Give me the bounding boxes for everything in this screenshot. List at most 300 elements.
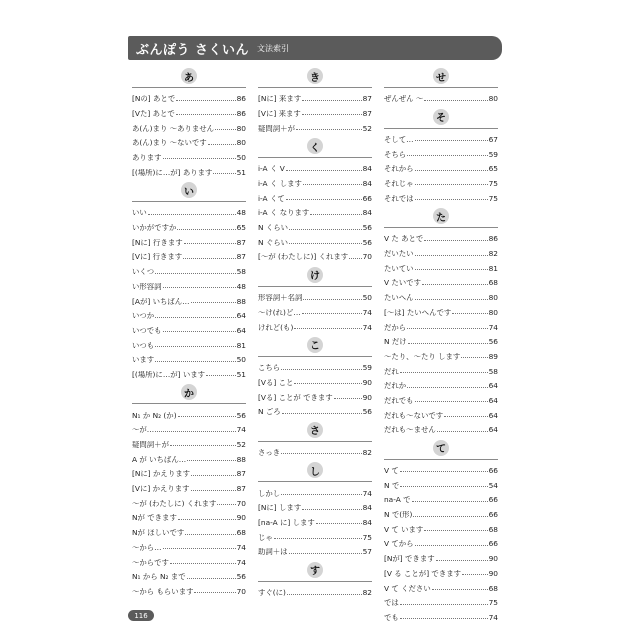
entry-page-number: 74 [362, 322, 372, 331]
entry-label: [Nに] 来ます [258, 95, 302, 103]
entry-page-number: 56 [362, 237, 372, 247]
entry-page-number: 86 [236, 94, 246, 103]
entry-page-number: 66 [488, 539, 498, 548]
index-entry [384, 143, 498, 158]
entry-label: だれ [384, 367, 399, 375]
dot-leader [302, 313, 362, 314]
index-entry [384, 158, 498, 173]
dot-leader [176, 114, 236, 115]
entry-label: N くらい [258, 224, 289, 232]
index-entry [384, 272, 498, 287]
entry-label: 形容詞＋名詞 [258, 294, 303, 302]
entry-list [384, 87, 498, 103]
dot-leader [415, 184, 488, 185]
index-section [258, 138, 372, 261]
dot-leader [281, 453, 361, 454]
dot-leader [302, 100, 361, 101]
dot-leader [415, 269, 488, 270]
index-entry [132, 161, 246, 176]
dot-leader [436, 560, 488, 561]
index-entry [132, 202, 246, 217]
entry-page-number: 90 [488, 554, 498, 563]
dot-leader [191, 490, 236, 491]
index-entry [384, 474, 498, 489]
entry-page-number: 75 [488, 598, 498, 607]
entry-label: そちら [384, 150, 407, 159]
entry-page-number: 80 [488, 307, 498, 317]
dot-leader [415, 140, 488, 141]
entry-label: それから [384, 165, 414, 173]
entry-page-number: 80 [488, 94, 498, 103]
index-entry [258, 401, 372, 416]
index-entry [384, 390, 498, 405]
entry-page-number: 82 [362, 588, 372, 597]
dot-leader [148, 214, 236, 215]
entry-page-number: 84 [362, 518, 372, 527]
index-entry [258, 173, 372, 188]
dot-leader [316, 523, 362, 524]
index-entry [384, 302, 498, 317]
dot-leader [274, 538, 362, 539]
entry-label: i-A く なります [258, 209, 310, 217]
index-entry [258, 541, 372, 556]
dot-leader [282, 413, 362, 414]
entry-label: [Vに] 行きます [132, 253, 183, 261]
dot-leader [287, 594, 362, 595]
index-entry [258, 117, 372, 132]
entry-label: いくつ [132, 268, 155, 276]
entry-label: Nが ほしいです [132, 529, 185, 537]
entry-page-number: 56 [488, 337, 498, 346]
dot-leader [155, 317, 235, 318]
index-entry [384, 129, 498, 144]
index-section [384, 109, 498, 202]
entry-page-number: 64 [488, 381, 498, 390]
index-entry [258, 287, 372, 302]
index-entry [132, 276, 246, 291]
index-entry [384, 243, 498, 258]
dot-leader [296, 129, 362, 130]
entry-label: ～け(れ)ど… [258, 308, 301, 317]
index-entry [258, 482, 372, 497]
page-number: 116 [128, 610, 154, 621]
entry-page-number: 68 [236, 528, 246, 537]
index-entry [258, 582, 372, 597]
dot-leader [187, 578, 236, 579]
index-entry [384, 404, 498, 419]
entry-label: [Nが] できます [384, 555, 435, 563]
entry-label: V て います [384, 525, 424, 534]
index-entry [384, 258, 498, 273]
entry-label: V た あとで [384, 235, 424, 243]
dot-leader [444, 416, 487, 417]
entry-page-number: 51 [236, 167, 246, 177]
page-title: ぶんぽう さくいん [136, 42, 250, 58]
entry-page-number: 80 [236, 138, 246, 147]
index-entry [258, 88, 372, 103]
entry-list [258, 441, 372, 457]
entry-page-number: 66 [488, 466, 498, 475]
dot-leader [289, 553, 362, 554]
entry-label: [～が (わたしに)] くれます [258, 253, 349, 261]
entry-page-number: 90 [236, 513, 246, 522]
entry-page-number: 75 [488, 193, 498, 203]
index-entry [384, 419, 498, 434]
dot-leader [461, 357, 487, 358]
entry-label: ～から もらいます [132, 587, 194, 596]
entry-label: i-A くて [258, 194, 285, 203]
entry-label: [Vた] あとで [132, 109, 175, 118]
entry-page-number: 87 [236, 252, 246, 261]
index-entry [132, 217, 246, 232]
dot-leader [208, 144, 236, 145]
index-section [258, 462, 372, 555]
entry-page-number: 65 [488, 164, 498, 173]
entry-page-number: 65 [236, 223, 246, 232]
index-entry [258, 386, 372, 401]
index-entry [132, 507, 246, 522]
index-entry [258, 442, 372, 457]
dot-leader [163, 287, 236, 288]
index-entry [132, 364, 246, 379]
entry-label: ～たり、～たり します [384, 352, 461, 361]
dot-leader [294, 383, 361, 384]
entry-label: こちら [258, 364, 281, 372]
dot-leader [170, 563, 236, 564]
dot-leader [400, 604, 488, 605]
entry-list [132, 87, 246, 176]
dot-leader [183, 258, 235, 259]
entry-page-number: 54 [488, 480, 498, 490]
dot-leader [424, 530, 487, 531]
index-section [132, 68, 246, 176]
index-entry [132, 566, 246, 581]
index-entry [132, 551, 246, 566]
dot-leader [415, 199, 488, 200]
dot-leader [413, 516, 487, 517]
section-heading: し [307, 462, 323, 478]
index-column-2 [258, 62, 372, 597]
entry-label: A が いちばん… [132, 455, 187, 464]
entry-page-number: 64 [488, 425, 498, 434]
index-entry [384, 548, 498, 563]
entry-label: V て [384, 467, 399, 475]
index-entry [258, 217, 372, 232]
dot-leader [349, 258, 361, 259]
index-section [384, 208, 498, 434]
entry-page-number: 90 [488, 568, 498, 578]
entry-label: [V る ことが] できます [384, 569, 461, 578]
index-section [132, 384, 246, 595]
dot-leader [217, 504, 235, 505]
dot-leader [400, 486, 487, 487]
entry-label: います [132, 356, 155, 364]
dot-leader [408, 343, 488, 344]
section-heading: こ [307, 337, 323, 353]
index-entry [132, 404, 246, 419]
index-entry [132, 290, 246, 305]
index-entry [258, 158, 372, 173]
entry-page-number: 56 [236, 572, 246, 581]
entry-page-number: 80 [236, 123, 246, 133]
entry-label: それじゃ [384, 180, 414, 188]
entry-label: だれも～ないです [384, 411, 444, 420]
entry-label: N₁ から N₂ まで [132, 573, 186, 581]
section-heading: た [433, 208, 449, 224]
entry-label: [(場所)に…が] あります [132, 168, 213, 177]
entry-label: すぐ(に) [258, 589, 286, 597]
index-entry [384, 331, 498, 346]
index-entry [132, 103, 246, 118]
entry-page-number: 50 [236, 153, 246, 162]
entry-label: いつでも [132, 326, 162, 335]
index-entry [132, 246, 246, 261]
dot-leader [452, 313, 487, 314]
entry-page-number: 75 [488, 179, 498, 188]
entry-label: 疑問詞＋が [258, 124, 295, 133]
entry-label: さっき [258, 448, 281, 457]
index-entry [258, 497, 372, 512]
entry-label: ～からです [132, 558, 169, 566]
entry-page-number: 74 [488, 322, 498, 331]
entry-label: 疑問詞＋が [132, 441, 169, 449]
dot-leader [407, 328, 487, 329]
entry-page-number: 64 [236, 311, 246, 320]
dot-leader [215, 129, 236, 130]
entry-page-number: 74 [488, 612, 498, 622]
entry-label: では [384, 599, 399, 607]
dot-leader [176, 100, 235, 101]
index-entry [132, 463, 246, 478]
index-entry [384, 360, 498, 375]
dot-leader [184, 243, 236, 244]
dot-leader [422, 284, 488, 285]
entry-label: V てから [384, 540, 414, 548]
entry-page-number: 82 [488, 249, 498, 258]
entry-page-number: 75 [362, 532, 372, 542]
entry-label: [na-A に] します [258, 519, 315, 527]
entry-list [258, 286, 372, 331]
index-entry [258, 202, 372, 217]
dot-leader [462, 574, 488, 575]
entry-page-number: 87 [362, 94, 372, 103]
dot-leader [194, 592, 235, 593]
dot-leader [185, 534, 235, 535]
index-entry [132, 117, 246, 132]
entry-page-number: 64 [488, 395, 498, 405]
entry-page-number: 87 [236, 237, 246, 247]
entry-list [384, 227, 498, 434]
entry-list [258, 356, 372, 416]
entry-label: [Nに] します [258, 504, 302, 512]
index-entry [384, 519, 498, 534]
index-entry [384, 316, 498, 331]
entry-label: ぜんぜん ～ [384, 95, 424, 103]
dot-leader [281, 369, 361, 370]
entry-page-number: 84 [362, 208, 372, 217]
dot-leader [432, 589, 488, 590]
entry-label: N ごろ [258, 408, 281, 416]
entry-label: [Vる] ことが できます [258, 393, 333, 401]
dot-leader [155, 361, 235, 362]
index-section [258, 267, 372, 331]
dot-leader [178, 416, 236, 417]
entry-page-number: 87 [362, 108, 372, 118]
entry-page-number: 88 [236, 454, 246, 464]
index-entry [132, 493, 246, 508]
dot-leader [178, 519, 236, 520]
entry-page-number: 89 [488, 351, 498, 361]
index-entry [132, 305, 246, 320]
dot-leader [187, 460, 235, 461]
entry-label: Nが できます [132, 514, 177, 522]
entry-page-number: 90 [362, 392, 372, 401]
dot-leader [155, 431, 235, 432]
section-heading: そ [433, 109, 449, 125]
entry-label: [Vに] 来ます [258, 109, 301, 118]
entry-page-number: 50 [362, 293, 372, 302]
dot-leader [303, 184, 362, 185]
entry-page-number: 81 [236, 340, 246, 349]
index-entry [384, 375, 498, 390]
entry-page-number: 56 [362, 223, 372, 232]
index-section [258, 422, 372, 457]
index-entry [132, 334, 246, 349]
entry-page-number: 86 [236, 108, 246, 118]
entry-list [132, 403, 246, 595]
index-entry [384, 533, 498, 548]
index-entry [384, 489, 498, 504]
entry-page-number: 66 [362, 193, 372, 203]
index-entry [384, 563, 498, 578]
dot-leader [334, 398, 362, 399]
entry-label: そして… [384, 135, 414, 144]
index-entry [132, 349, 246, 364]
dot-leader [302, 509, 361, 510]
entry-label: あ(ん)まり ～ありません [132, 124, 215, 133]
index-column-1 [132, 62, 246, 595]
dot-leader [213, 173, 235, 174]
entry-label: でも [384, 613, 399, 622]
entry-page-number: 59 [362, 363, 372, 372]
entry-page-number: 48 [236, 208, 246, 217]
entry-page-number: 87 [236, 484, 246, 493]
index-entry [132, 537, 246, 552]
dot-leader [286, 199, 362, 200]
dot-leader [412, 501, 488, 502]
entry-label: N₁ か N₂ (か) [132, 411, 177, 420]
index-section [384, 68, 498, 103]
entry-page-number: 90 [362, 377, 372, 387]
entry-page-number: 81 [488, 263, 498, 273]
entry-label: いつも [132, 341, 155, 349]
dot-leader [415, 255, 488, 256]
dot-leader [415, 545, 488, 546]
dot-leader [289, 229, 362, 230]
entry-label: だから [384, 323, 407, 331]
entry-label: [Vる] こと [258, 378, 294, 387]
index-entry [132, 232, 246, 247]
entry-page-number: 74 [362, 307, 372, 317]
dot-leader [155, 273, 235, 274]
index-entry [132, 320, 246, 335]
entry-page-number: 68 [488, 583, 498, 592]
dot-leader [191, 302, 236, 303]
section-heading: く [307, 138, 323, 154]
index-entry [258, 302, 372, 317]
entry-page-number: 84 [362, 503, 372, 512]
page-subtitle: 文法索引 [257, 43, 290, 53]
entry-list [132, 201, 246, 378]
dot-leader [302, 114, 362, 115]
section-heading: か [181, 384, 197, 400]
dot-leader [177, 229, 235, 230]
dot-leader [155, 346, 235, 347]
section-heading: あ [181, 68, 197, 84]
entry-page-number: 68 [488, 524, 498, 534]
entry-list [258, 481, 372, 555]
entry-label: いつか [132, 312, 155, 320]
entry-label: い形容詞 [132, 282, 162, 291]
dot-leader [415, 170, 488, 171]
entry-label: しかし [258, 489, 281, 498]
dot-leader [400, 471, 488, 472]
entry-list [258, 87, 372, 132]
entry-page-number: 56 [362, 407, 372, 416]
section-heading: せ [433, 68, 449, 84]
entry-label: それでは [384, 194, 414, 203]
entry-page-number: 58 [488, 366, 498, 375]
index-entry [258, 232, 372, 247]
entry-page-number: 70 [362, 252, 372, 261]
entry-label: ～から… [132, 543, 162, 552]
entry-label: いかがですか [132, 224, 177, 232]
index-entry [132, 522, 246, 537]
index-entry [132, 419, 246, 434]
dot-leader [407, 387, 487, 388]
index-entry [384, 287, 498, 302]
entry-page-number: 56 [236, 410, 246, 420]
index-section [258, 562, 372, 597]
entry-page-number: 88 [236, 296, 246, 305]
entry-page-number: 74 [236, 542, 246, 552]
index-entry [384, 228, 498, 243]
entry-label: [～は] たいへんです [384, 308, 452, 317]
dot-leader [400, 372, 488, 373]
index-entry [384, 577, 498, 592]
index-entry [258, 316, 372, 331]
entry-label: 助詞＋は [258, 548, 288, 556]
entry-page-number: 86 [488, 234, 498, 243]
dot-leader [286, 170, 362, 171]
entry-label: [Vに] かえります [132, 485, 190, 493]
entry-label: V たいです [384, 279, 421, 287]
entry-page-number: 84 [362, 179, 372, 188]
dot-leader [303, 299, 361, 300]
index-entry [384, 607, 498, 622]
dot-leader [424, 240, 487, 241]
index-section [258, 68, 372, 132]
index-entry [384, 592, 498, 607]
section-heading: さ [307, 422, 323, 438]
entry-label: あ(ん)まり ～ないです [132, 139, 207, 147]
entry-list [384, 459, 498, 622]
entry-page-number: 64 [488, 410, 498, 420]
entry-list [384, 128, 498, 202]
index-section [384, 440, 498, 622]
entry-page-number: 64 [236, 325, 246, 335]
section-heading: い [181, 182, 197, 198]
